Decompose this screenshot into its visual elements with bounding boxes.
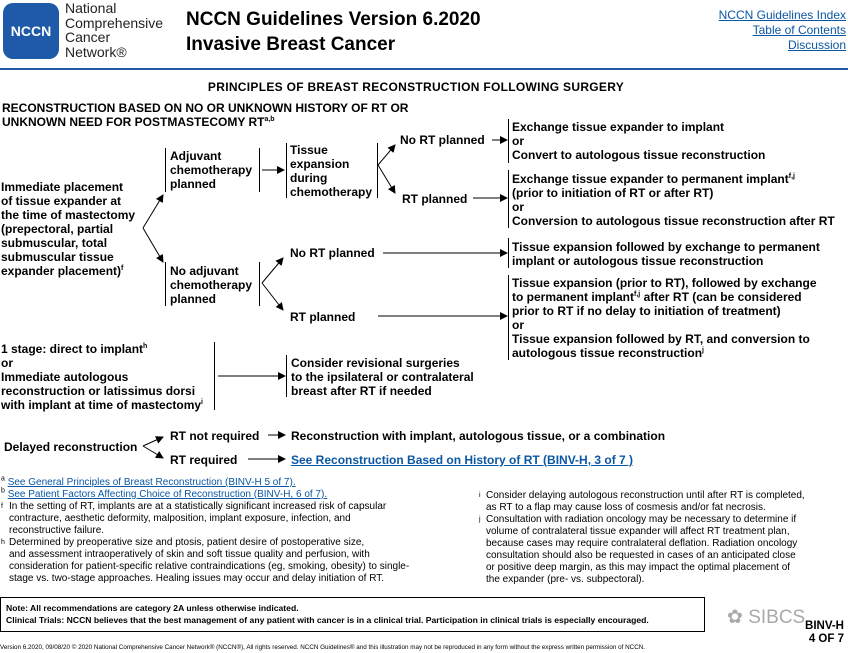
node-line: prior to RT if no delay to initiation of treatment) [512, 304, 781, 318]
footnote-ref: j [702, 347, 704, 354]
footnote-ref: i [201, 399, 203, 406]
node-line: after RT (can be considered [640, 290, 802, 304]
footnote-b-link[interactable]: See Patient Factors Affecting Choice of Reconstruction (BINV-H, 6 of 7). [7, 489, 328, 500]
node-tissue-expansion [290, 143, 372, 199]
node-outcome-5: Reconstruction with implant, autologous tissue, or a combination [291, 429, 666, 443]
watermark [727, 606, 805, 629]
node-line: Consider revisional surgeries [291, 356, 460, 370]
link-reconstruction-history-rt[interactable]: See Reconstruction Based on History of RT (BINV-H, 3 of 7 ) [291, 453, 634, 467]
nav-link-guidelines-index[interactable]: NCCN Guidelines Index [718, 8, 846, 22]
node-rt-planned-1: RT planned [402, 192, 468, 206]
node-revisional-surgeries [291, 356, 474, 398]
node-line: Convert to autologous tissue reconstruction [512, 148, 766, 162]
node-line: Exchange tissue expander to implant [512, 120, 725, 134]
footnote-line: and assessment intraoperatively of skin and soft tissue quality and perfusion, with [9, 549, 370, 560]
subheading-line-1: RECONSTRUCTION BASED ON NO OR UNKNOWN HISTORY OF RT OR [2, 101, 409, 115]
bracket-bar [165, 148, 166, 192]
footnote-j: j Consultation with radiation oncology may be necessary to determine if volume of contralateral tissue expander will affect RT treatment plan, because cases may require contralateral deflation. Radiation oncology consultation should also be requested in cases of an anticipated close or positive deep margin, as this may impact the optimal placement of the expander (pre- vs. subpectoral). [479, 514, 847, 586]
node-no-rt-planned-2: No RT planned [290, 246, 375, 260]
node-line: Immediate autologous [1, 370, 129, 384]
footnote-line: In the setting of RT, implants are at a statistically significant increased risk of capsular [9, 501, 387, 512]
node-line: during [290, 171, 328, 185]
page-number: 4 OF 7 [808, 633, 844, 645]
footnote-mark: b [1, 487, 5, 495]
node-line: (prior to initiation of RT or after RT) [512, 186, 714, 200]
org-name-line: Cancer [65, 29, 111, 45]
bracket-bar [508, 119, 509, 163]
connector-arrow [143, 446, 163, 458]
org-name-line: Network® [65, 43, 127, 60]
footnote-line: consultation should also be requested in cases of an anticipated close [486, 550, 796, 561]
connector-arrow [378, 145, 395, 165]
footnote-line: because cases may require contralateral deflation. Radiation oncology [486, 538, 798, 549]
nav-link-discussion[interactable]: Discussion [787, 38, 846, 52]
node-rt-not-required: RT not required [170, 429, 260, 443]
node-line: Tissue [290, 143, 328, 157]
node-line: autologous tissue reconstruction [512, 346, 703, 360]
node-outcome-3 [512, 240, 820, 268]
node-line: with implant at time of mastectomy [1, 398, 202, 412]
node-line: breast after RT if needed [291, 384, 432, 398]
node-outcome-2 [512, 172, 835, 228]
node-outcome-4 [512, 276, 817, 360]
node-line: or [512, 134, 524, 148]
title-line-1: NCCN Guidelines Version 6.2020 [186, 9, 481, 30]
node-line: implant or autologous tissue reconstruction [512, 254, 764, 268]
notes-box [0, 597, 705, 632]
footnote-line: reconstructive failure. [9, 525, 105, 536]
bracket-bar [508, 275, 509, 360]
node-line: to permanent implant [512, 290, 635, 304]
bracket-bar [214, 342, 215, 410]
node-line: 1 stage: direct to implant [1, 342, 144, 356]
nccn-logo: NCCN [3, 3, 59, 59]
node-line: expander placement) [1, 264, 122, 278]
wechat-icon: ✿ [727, 607, 743, 628]
footnote-line: the expander (pre- vs. subpectoral). [486, 574, 645, 585]
footnote-h: h Determined by preoperative size and ptosis, patient desire of postoperative size, and assessment intraoperatively of skin and soft tissue quality and perfusion, with consideration for patient-specific relative contraindications (eg, smoking, obesity) to single- stage vs. two-stage approaches. Healing issues may occur and delay initiation of RT. [1, 537, 471, 585]
footnote-ref: f [121, 265, 124, 272]
node-rt-planned-2: RT planned [290, 310, 356, 324]
footnote-b [1, 489, 471, 501]
node-line: Immediate placement [1, 180, 124, 194]
bracket-bar [508, 170, 509, 228]
node-line: (prepectoral, partial [1, 222, 114, 236]
footnote-line: Determined by preoperative size and ptosis, patient desire of postoperative size, [9, 537, 365, 548]
node-line: expansion [290, 157, 350, 171]
footnote-line: or positive deep margin, as this may impact the optimal placement of [486, 562, 791, 573]
page-id [805, 620, 844, 646]
bracket-bar [286, 355, 287, 397]
footnote-ref: a,b [264, 116, 275, 123]
nav-link-table-of-contents[interactable]: Table of Contents [752, 23, 846, 37]
node-line: planned [170, 292, 217, 306]
subheading-line-2: UNKNOWN NEED FOR POSTMASTECOMY RT [2, 115, 265, 129]
org-name-line: National [65, 0, 117, 16]
node-line: or [512, 318, 524, 332]
section-title: PRINCIPLES OF BREAST RECONSTRUCTION FOLLOWING SURGERY [207, 80, 625, 94]
footnote-line: Consultation with radiation oncology may be necessary to determine if [486, 514, 797, 525]
node-line: reconstruction or latissimus dorsi [1, 384, 196, 398]
node-line: Tissue expansion followed by RT, and conversion to [512, 332, 810, 346]
footnote-ref: f,j [634, 291, 641, 298]
bracket-bar [286, 143, 287, 198]
connector-arrow [143, 437, 163, 446]
org-name-line: Comprehensive [65, 14, 164, 31]
footnotes-left [1, 477, 471, 585]
node-adjuvant-chemo [170, 149, 252, 191]
footnote-f: f In the setting of RT, implants are at a statistically significant increased risk of capsular contracture, aesthetic deformity, malposition, implant exposure, infection, and reconstructive failure. [1, 501, 471, 537]
footnote-mark: a [1, 475, 5, 483]
node-outcome-1 [512, 120, 765, 162]
bracket-bar [165, 262, 166, 306]
footnote-line: as RT to a flap may cause loss of cosmesis and/or fat necrosis. [486, 502, 766, 513]
node-line: of tissue expander at [1, 194, 122, 208]
bracket-bar [259, 262, 260, 306]
node-line: submuscular, total [1, 236, 108, 250]
node-line: the time of mastectomy [1, 208, 136, 222]
node-rt-required: RT required [170, 453, 238, 467]
node-line: Conversion to autologous tissue reconstruction after RT [512, 214, 835, 228]
node-line: to the ipsilateral or contralateral [291, 370, 474, 384]
note-category: Note: All recommendations are category 2A unless otherwise indicated. [6, 603, 299, 613]
node-line: Exchange tissue expander to permanent implant [512, 172, 789, 186]
footnote-a-link[interactable]: See General Principles of Breast Reconstruction (BINV-H 5 of 7). [7, 477, 296, 488]
bracket-bar [259, 148, 260, 192]
node-delayed-reconstruction: Delayed reconstruction [4, 440, 138, 454]
node-line: submuscular tissue [1, 250, 114, 264]
node-line: chemotherapy [170, 163, 253, 177]
footnote-i: i Consider delaying autologous reconstruction until after RT is completed, as RT to a flap may cause loss of cosmesis and/or fat necrosis. [479, 490, 847, 514]
node-line: No adjuvant [170, 264, 239, 278]
note-clinical-trials: Clinical Trials: NCCN believes that the best management of any patient with cancer is in a clinical trial. Participation in clinical trials is especially encouraged. [6, 615, 649, 625]
node-line: chemotherapy [290, 185, 373, 199]
node-line: or [1, 356, 13, 370]
node-line: Adjuvant [170, 149, 222, 163]
page-code: BINV-H [805, 620, 844, 632]
node-immediate-placement [1, 180, 143, 278]
node-no-rt-planned-1: No RT planned [400, 133, 485, 147]
connector-arrow [143, 195, 163, 228]
footnote-a [1, 477, 471, 489]
footnote-line: contracture, aesthetic deformity, malposition, implant exposure, infection, and [9, 513, 351, 524]
connector-arrow [262, 258, 283, 283]
connector-arrow [378, 165, 395, 193]
bracket-bar [377, 143, 378, 198]
footnote-line: stage vs. two-stage approaches. Healing issues may occur and delay initiation of RT. [9, 573, 385, 584]
footnote-ref: f,j [788, 173, 795, 180]
copyright: Version 6.2020, 09/08/20 © 2020 National Comprehensive Cancer Network® (NCCN®), All rights reserved. NCCN Guidelines® and this illustration may not be reproduced in any form without the express written permission of NCCN. [0, 644, 646, 651]
node-no-adjuvant-chemo [170, 264, 252, 306]
node-line: planned [170, 177, 217, 191]
connector-arrow [143, 228, 163, 262]
footnote-line: Consider delaying autologous reconstruction until after RT is completed, [486, 490, 805, 501]
footnote-ref: h [143, 343, 148, 350]
footnote-line: consideration for patient-specific relative contraindications (eg, smoking, obesity) to single- [9, 561, 410, 572]
footnote-line: volume of contralateral tissue expander will affect RT treatment plan, [486, 526, 790, 537]
watermark-text: SIBCS [748, 607, 806, 628]
node-one-stage [1, 342, 203, 412]
node-line: or [512, 200, 524, 214]
node-line: chemotherapy [170, 278, 253, 292]
title-line-2: Invasive Breast Cancer [186, 34, 396, 55]
connector-arrow [262, 283, 283, 310]
footnotes-right [479, 490, 847, 586]
bracket-bar [508, 238, 509, 268]
node-line: Tissue expansion (prior to RT), followed by exchange [512, 276, 817, 290]
node-line: Tissue expansion followed by exchange to permanent [512, 240, 820, 254]
